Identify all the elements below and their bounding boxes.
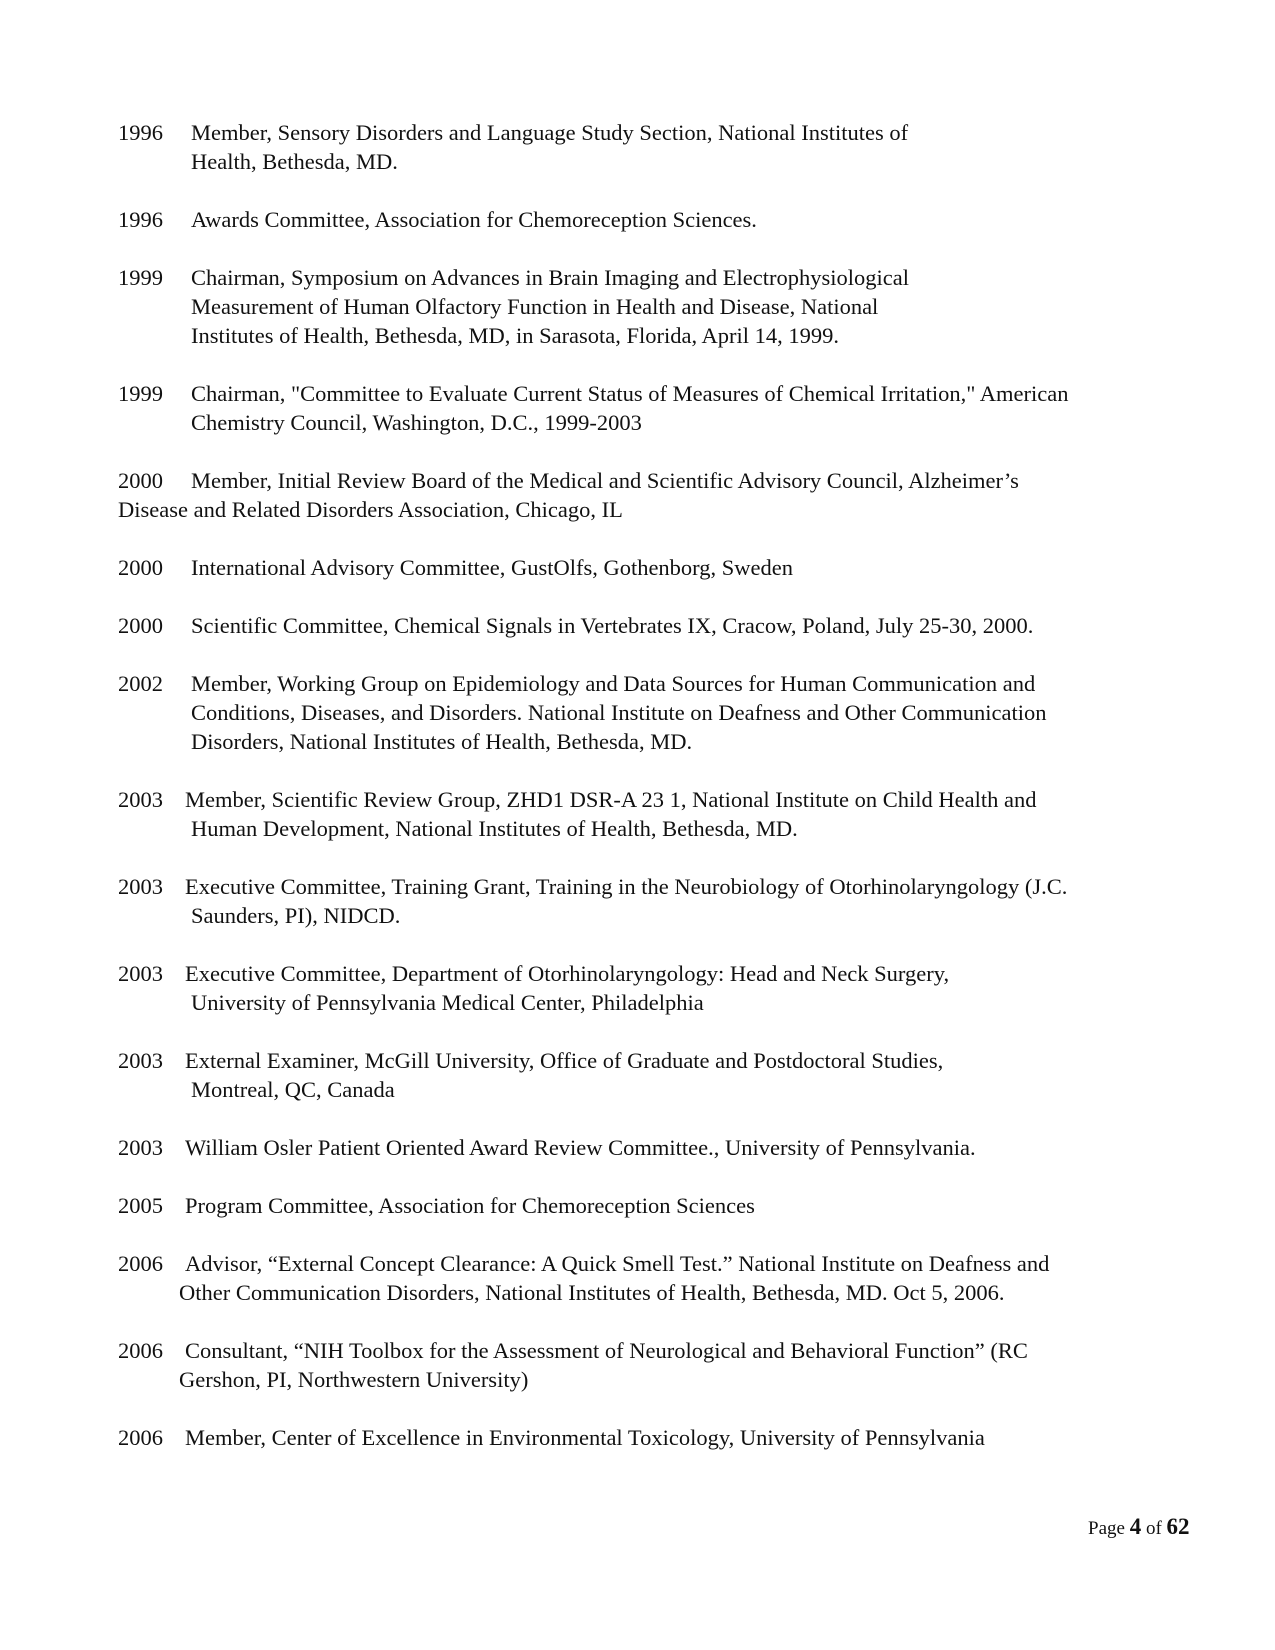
entry-text: Other Communication Disorders, National Institutes of Health, Bethesda, MD. Oct 5, 2006.	[179, 1280, 1005, 1305]
service-entry	[118, 466, 1178, 524]
entry-text: Awards Committee, Association for Chemoreception Sciences.	[191, 207, 757, 232]
service-entry	[118, 379, 1178, 437]
entry-text: Member, Center of Excellence in Environmental Toxicology, University of Pennsylvania	[185, 1425, 985, 1450]
entry-text: Executive Committee, Training Grant, Training in the Neurobiology of Otorhinolaryngology (J.C.	[185, 874, 1068, 899]
of-word: of	[1145, 1518, 1162, 1539]
entry-text: Institutes of Health, Bethesda, MD, in Sarasota, Florida, April 14, 1999.	[191, 323, 840, 348]
entry-text: International Advisory Committee, GustOlfs, Gothenborg, Sweden	[191, 555, 794, 580]
service-entry	[118, 1423, 1178, 1452]
entry-text: Member, Scientific Review Group, ZHD1 DSR-A 23 1, National Institute on Child Health and	[185, 787, 1037, 812]
entry-text: Measurement of Human Olfactory Function in Health and Disease, National	[191, 294, 879, 319]
entry-year: 2003	[118, 961, 163, 986]
service-entry	[118, 1133, 1178, 1162]
service-entry	[118, 553, 1178, 582]
entry-year: 1996	[118, 207, 163, 232]
service-entry	[118, 1191, 1178, 1220]
entry-text: Consultant, “NIH Toolbox for the Assessment of Neurological and Behavioral Function” (RC	[185, 1338, 1028, 1363]
entry-text: William Osler Patient Oriented Award Review Committee., University of Pennsylvania.	[185, 1135, 976, 1160]
entry-year: 2000	[118, 468, 163, 493]
service-entry	[118, 872, 1178, 930]
entry-year: 2006	[118, 1338, 163, 1363]
current-page-number: 4	[1129, 1514, 1142, 1539]
entry-text: Member, Initial Review Board of the Medical and Scientific Advisory Council, Alzheimer’s	[191, 468, 1019, 493]
entry-text: Disorders, National Institutes of Health, Bethesda, MD.	[191, 729, 693, 754]
entry-year: 1999	[118, 381, 163, 406]
page-number	[1088, 1515, 1190, 1541]
entry-text: Montreal, QC, Canada	[191, 1077, 395, 1102]
entry-year: 2003	[118, 1048, 163, 1073]
entry-text: Member, Sensory Disorders and Language Study Section, National Institutes of	[191, 120, 909, 145]
service-entry	[118, 1249, 1178, 1307]
entry-year: 2006	[118, 1251, 163, 1276]
entry-text: Executive Committee, Department of Otorhinolaryngology: Head and Neck Surgery,	[185, 961, 950, 986]
entry-text: Saunders, PI), NIDCD.	[191, 903, 401, 928]
entry-year: 2000	[118, 555, 163, 580]
entry-text: Disease and Related Disorders Association, Chicago, IL	[118, 497, 623, 522]
entry-text: Advisor, “External Concept Clearance: A Quick Smell Test.” National Institute on Deafness and	[185, 1251, 1050, 1276]
total-page-count: 62	[1166, 1514, 1190, 1539]
entry-text: Scientific Committee, Chemical Signals in Vertebrates IX, Cracow, Poland, July 25-30, 2000.	[191, 613, 1034, 638]
page-word: Page	[1088, 1518, 1125, 1539]
entry-text: Conditions, Diseases, and Disorders. National Institute on Deafness and Other Communication	[191, 700, 1047, 725]
entry-year: 2002	[118, 671, 163, 696]
entry-text: Human Development, National Institutes of Health, Bethesda, MD.	[191, 816, 798, 841]
entry-year: 2006	[118, 1425, 163, 1450]
service-entry	[118, 1046, 1178, 1104]
service-entry	[118, 959, 1178, 1017]
service-entry	[118, 611, 1178, 640]
entry-year: 2003	[118, 787, 163, 812]
entry-year: 2000	[118, 613, 163, 638]
entry-text: External Examiner, McGill University, Office of Graduate and Postdoctoral Studies,	[185, 1048, 944, 1073]
entry-year: 1999	[118, 265, 163, 290]
entry-text: Member, Working Group on Epidemiology and Data Sources for Human Communication and	[191, 671, 1036, 696]
service-entry	[118, 785, 1178, 843]
service-entries-list	[118, 118, 1178, 1481]
entry-year: 1996	[118, 120, 163, 145]
entry-text: Chairman, "Committee to Evaluate Current Status of Measures of Chemical Irritation," American	[191, 381, 1069, 406]
entry-text: Health, Bethesda, MD.	[191, 149, 398, 174]
entry-year: 2003	[118, 1135, 163, 1160]
entry-text: University of Pennsylvania Medical Center, Philadelphia	[191, 990, 704, 1015]
entry-text: Gershon, PI, Northwestern University)	[179, 1367, 529, 1392]
entry-text: Chairman, Symposium on Advances in Brain Imaging and Electrophysiological	[191, 265, 910, 290]
service-entry	[118, 118, 1178, 176]
service-entry	[118, 205, 1178, 234]
service-entry	[118, 669, 1178, 756]
entry-year: 2003	[118, 874, 163, 899]
entry-text: Program Committee, Association for Chemoreception Sciences	[185, 1193, 755, 1218]
service-entry	[118, 1336, 1178, 1394]
entry-text: Chemistry Council, Washington, D.C., 1999-2003	[191, 410, 642, 435]
service-entry	[118, 263, 1178, 350]
entry-year: 2005	[118, 1193, 163, 1218]
